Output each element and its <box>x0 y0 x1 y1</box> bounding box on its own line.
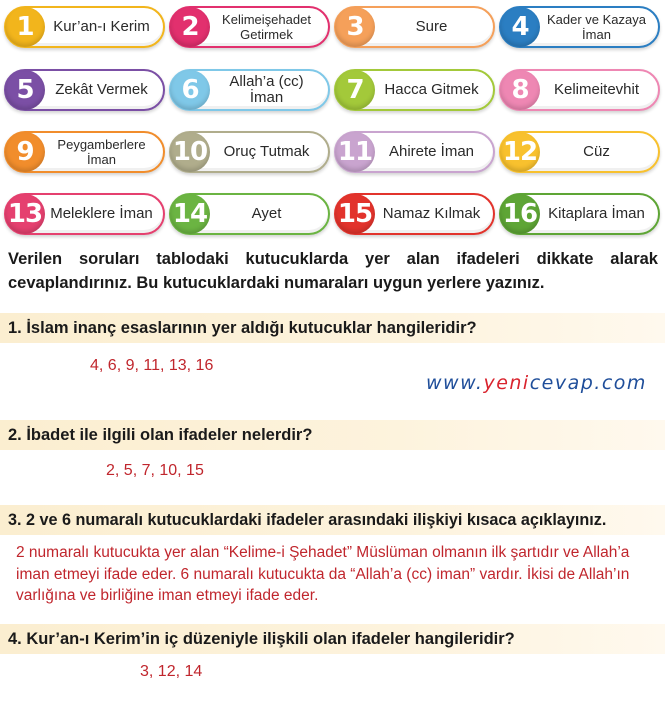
box-14 <box>169 193 330 235</box>
box-number: 7 <box>335 70 375 110</box>
box-label: Oruç Tutmak <box>223 143 310 160</box>
instructions: Verilen soruları tablodaki kutucuklarda yer alan ifadeleri dikkate alarak cevaplandırınız. Bu kutucuklardaki numaraları uygun yerlere yazınız. <box>8 250 658 292</box>
box-label: Hacca Gitmek <box>384 81 479 98</box>
box-label: Ayet <box>251 205 282 222</box>
box-label: Meleklere İman <box>50 205 153 222</box>
box-number: 8 <box>500 70 540 110</box>
box-9 <box>4 131 165 173</box>
box-4 <box>499 6 660 48</box>
box-number: 10 <box>170 132 210 172</box>
box-number: 5 <box>5 70 45 110</box>
box-label: Allah’a (cc) İman <box>229 73 304 106</box>
box-label: Kitaplara İman <box>548 205 645 222</box>
box-8 <box>499 69 660 111</box>
question-2: 2. İbadet ile ilgili olan ifadeler nelerdir? <box>8 426 313 444</box>
box-7 <box>334 69 495 111</box>
box-number: 12 <box>500 132 540 172</box>
box-6 <box>169 69 330 111</box>
numbered-box-grid <box>4 6 664 236</box>
answer-2: 2, 5, 7, 10, 15 <box>106 462 204 479</box>
question-4: 4. Kur’an-ı Kerim’in iç düzeniyle ilişkili olan ifadeler hangileridir? <box>8 630 515 648</box>
answer-1: 4, 6, 9, 11, 13, 16 <box>90 357 214 374</box>
box-number: 2 <box>170 7 210 47</box>
box-number: 1 <box>5 7 45 47</box>
box-number: 11 <box>335 132 375 172</box>
box-number: 15 <box>335 194 375 234</box>
box-1 <box>4 6 165 48</box>
box-label: Zekât Vermek <box>55 81 148 98</box>
box-12 <box>499 131 660 173</box>
box-number: 3 <box>335 7 375 47</box>
box-number: 9 <box>5 132 45 172</box>
box-label: Cüz <box>583 143 610 160</box>
answer-4: 3, 12, 14 <box>140 663 203 680</box>
box-16 <box>499 193 660 235</box>
box-label: Kader ve Kazaya İman <box>546 12 646 42</box>
box-15 <box>334 193 495 235</box>
answer-3: 2 numaralı kutucukta yer alan “Kelime-i Şehadet” Müslüman olmanın ilk şartıdır ve Allah’a iman etmeyi ifade eder. 6 numaralı kutucukta da “Allah’a (cc) iman” vardır. İkisi de Allah’ın varlığına ve birliğine iman etmeyi ifade eder. <box>16 544 630 604</box>
box-number: 14 <box>170 194 210 234</box>
box-label: Kur’an-ı Kerim <box>53 18 150 35</box>
box-2 <box>169 6 330 48</box>
box-number: 6 <box>170 70 210 110</box>
watermark: www.yenicevap.com <box>426 372 647 394</box>
question-1: 1. İslam inanç esaslarının yer aldığı kutucuklar hangileridir? <box>8 319 477 337</box>
box-number: 16 <box>500 194 540 234</box>
box-number: 13 <box>5 194 45 234</box>
box-13 <box>4 193 165 235</box>
box-label: Ahirete İman <box>388 143 475 160</box>
box-label: Sure <box>415 18 448 35</box>
box-label: Peygamberlere İman <box>57 137 146 167</box>
box-number: 4 <box>500 7 540 47</box>
box-10 <box>169 131 330 173</box>
box-11 <box>334 131 495 173</box>
box-label: Kelimeitevhit <box>553 81 640 98</box>
box-5 <box>4 69 165 111</box>
question-3: 3. 2 ve 6 numaralı kutucuklardaki ifadeler arasındaki ilişkiyi kısaca açıklayınız. <box>8 511 607 529</box>
box-3 <box>334 6 495 48</box>
box-label: Namaz Kılmak <box>382 205 481 222</box>
box-label: Kelimeişehadet Getirmek <box>222 12 311 42</box>
